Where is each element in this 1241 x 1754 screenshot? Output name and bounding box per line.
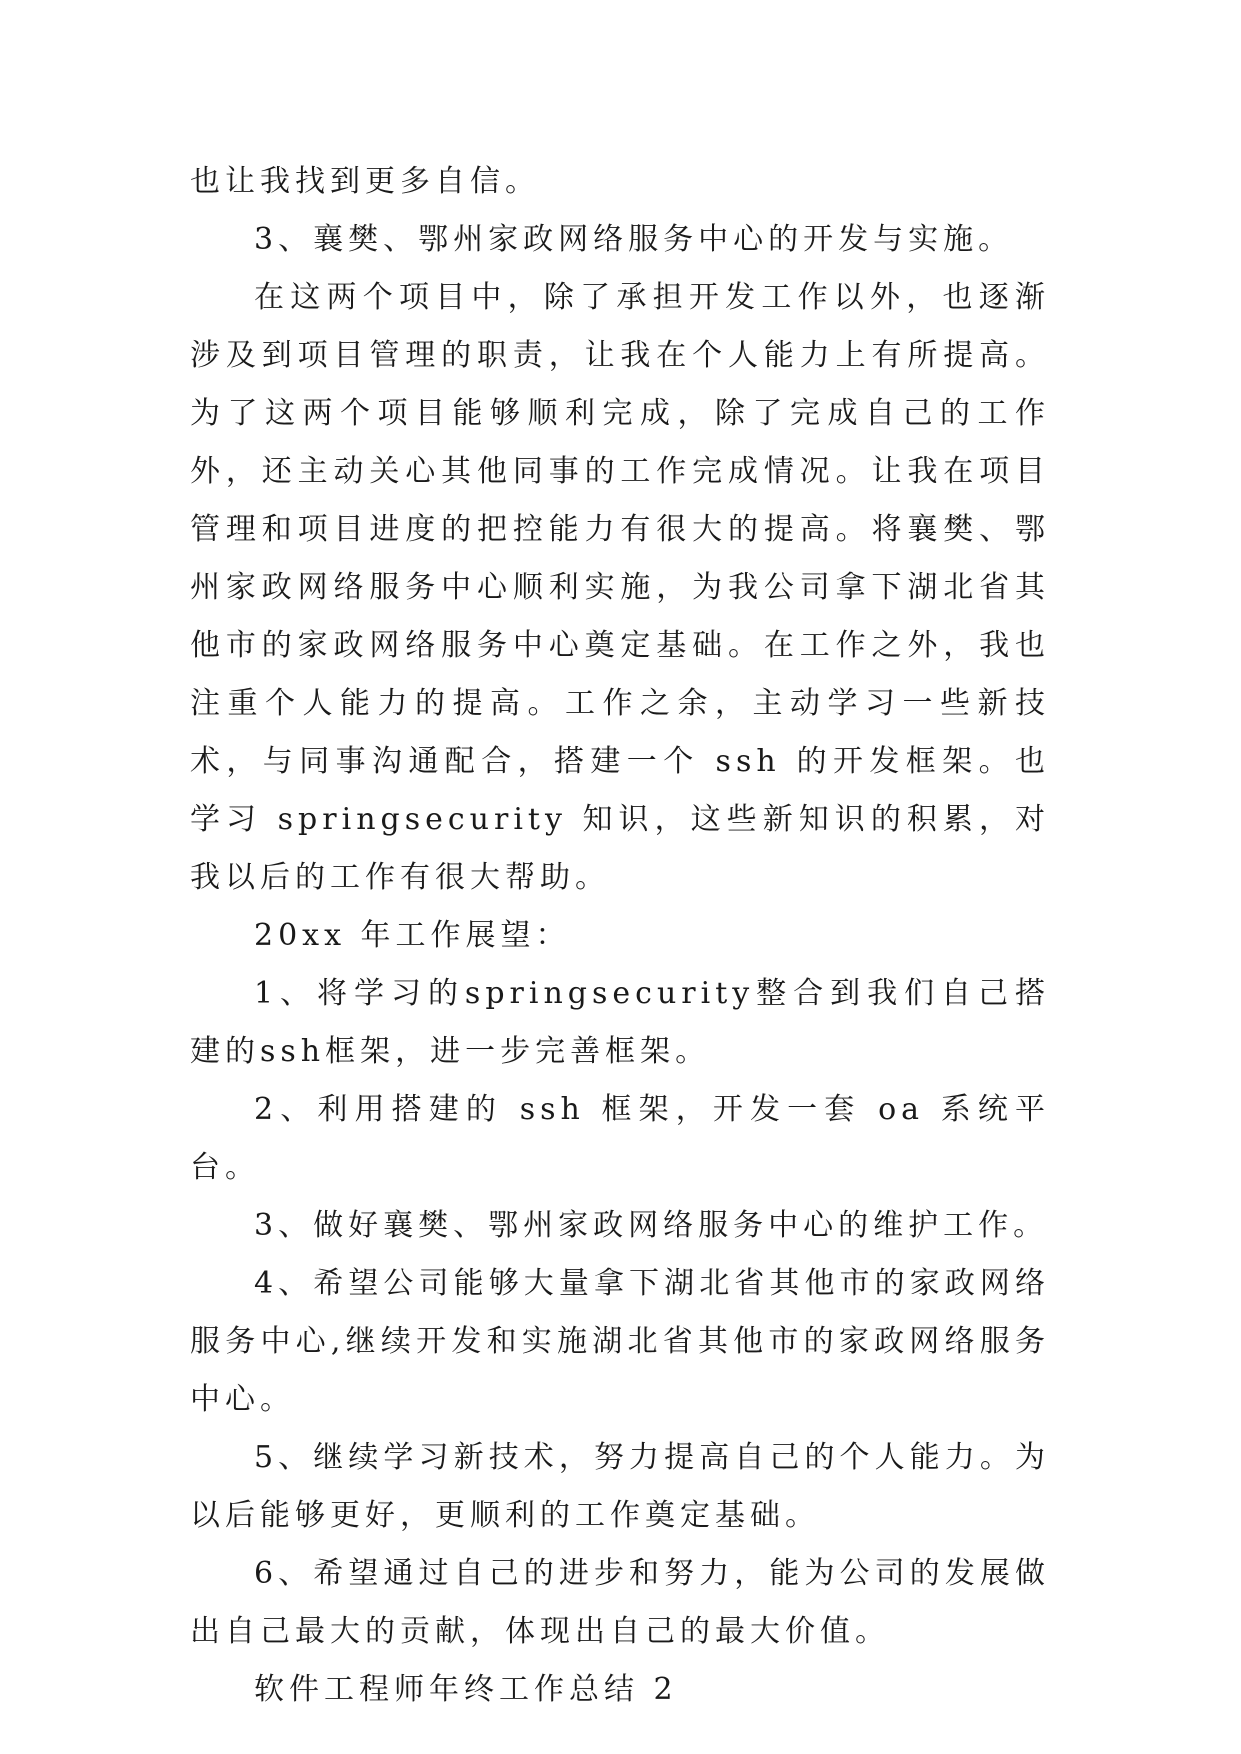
outlook-item-5: 5、继续学习新技术，努力提高自己的个人能力。为以后能够更好，更顺利的工作奠定基础。 xyxy=(190,1440,1050,1533)
outlook-item-1: 1、将学习的springsecurity整合到我们自己搭建的ssh框架，进一步完善框架。 xyxy=(190,976,1050,1069)
paragraph-project-description: 在这两个项目中，除了承担开发工作以外，也逐渐涉及到项目管理的职责，让我在个人能力上有所提高。为了这两个项目能够顺利完成，除了完成自己的工作外，还主动关心其他同事的工作完成情况。让我在项目管理和项目进度的把控能力有很大的提高。将襄樊、鄂州家政网络服务中心顺利实施，为我公司拿下湖北省其他市的家政网络服务中心奠定基础。在工作之外，我也注重个人能力的提高。工作之余，主动学习一些新技术，与同事沟通配合，搭建一个 ssh 的开发框架。也学习 springsecurity 知识，这些新知识的积累，对我以后的工作有很大帮助。 xyxy=(190,280,1050,895)
outlook-item-6: 6、希望通过自己的进步和努力，能为公司的发展做出自己最大的贡献，体现出自己的最大价值。 xyxy=(190,1556,1050,1649)
document-body xyxy=(190,153,1050,1719)
outlook-item-2: 2、利用搭建的 ssh 框架，开发一套 oa 系统平台。 xyxy=(190,1092,1050,1185)
paragraph-continuation: 也让我找到更多自信。 xyxy=(190,164,540,199)
section-heading-outlook: 20xx 年工作展望： xyxy=(254,918,571,953)
next-section-title: 软件工程师年终工作总结 2 xyxy=(254,1672,678,1707)
outlook-item-4: 4、希望公司能够大量拿下湖北省其他市的家政网络服务中心,继续开发和实施湖北省其他市的家政网络服务中心。 xyxy=(190,1266,1050,1417)
paragraph-item-3-project: 3、襄樊、鄂州家政网络服务中心的开发与实施。 xyxy=(254,222,1014,257)
outlook-item-3: 3、做好襄樊、鄂州家政网络服务中心的维护工作。 xyxy=(254,1208,1049,1243)
